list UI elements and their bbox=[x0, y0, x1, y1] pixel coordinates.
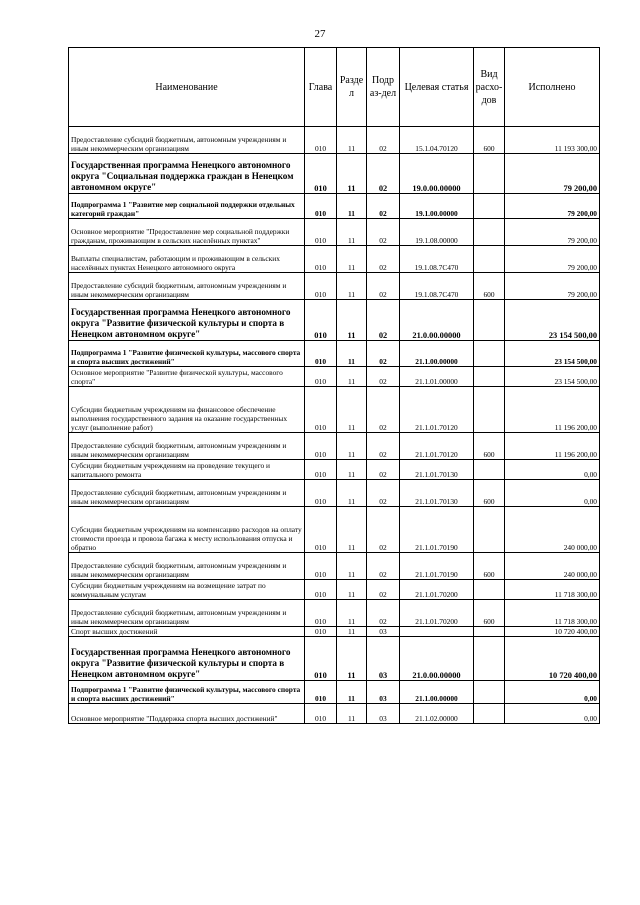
row-done-cell: 79 200,00 bbox=[505, 154, 600, 194]
row-done-cell: 23 154 500,00 bbox=[505, 367, 600, 387]
table-row bbox=[69, 704, 600, 724]
table-row bbox=[69, 300, 600, 341]
row-vid-cell bbox=[474, 246, 505, 273]
row-podrazdel-cell: 02 bbox=[367, 553, 400, 580]
row-name-cell: Подпрограмма 1 "Развитие физической культуры, массового спорта и спорта высших достижений" bbox=[69, 681, 305, 704]
row-name-cell: Подпрограмма 1 "Развитие мер социальной поддержки отдельных категорий граждан" bbox=[69, 194, 305, 219]
row-podrazdel-cell: 02 bbox=[367, 300, 400, 341]
row-name-cell: Выплаты специалистам, работающим и проживающим в сельских населённых пунктах Ненецкого автономного округа bbox=[69, 246, 305, 273]
row-glava-cell: 010 bbox=[305, 387, 337, 433]
row-razdel-cell: 11 bbox=[337, 219, 367, 246]
row-target-cell: 21.1.01.70130 bbox=[400, 460, 474, 480]
row-glava-cell: 010 bbox=[305, 194, 337, 219]
row-done-cell: 240 000,00 bbox=[505, 553, 600, 580]
table-row bbox=[69, 507, 600, 553]
row-vid-cell: 600 bbox=[474, 127, 505, 154]
row-name-cell: Государственная программа Ненецкого автономного округа "Развитие физической культуры и спорта в Ненецком автономном округе" bbox=[69, 637, 305, 681]
header-target: Целевая статья bbox=[400, 48, 474, 127]
row-vid-cell bbox=[474, 627, 505, 637]
row-glava-cell: 010 bbox=[305, 341, 337, 367]
row-podrazdel-cell: 02 bbox=[367, 127, 400, 154]
row-target-cell: 19.1.00.00000 bbox=[400, 194, 474, 219]
table-row bbox=[69, 154, 600, 194]
row-razdel-cell: 11 bbox=[337, 580, 367, 600]
row-razdel-cell: 11 bbox=[337, 433, 367, 460]
row-name-cell: Предоставление субсидий бюджетным, автономным учреждениям и иным некоммерческим организациям bbox=[69, 127, 305, 154]
row-done-cell: 23 154 500,00 bbox=[505, 341, 600, 367]
row-vid-cell bbox=[474, 154, 505, 194]
row-razdel-cell: 11 bbox=[337, 627, 367, 637]
row-target-cell: 21.1.02.00000 bbox=[400, 704, 474, 724]
row-name-cell: Предоставление субсидий бюджетным, автономным учреждениям и иным некоммерческим организациям bbox=[69, 480, 305, 507]
row-done-cell: 79 200,00 bbox=[505, 194, 600, 219]
row-razdel-cell: 11 bbox=[337, 681, 367, 704]
row-vid-cell bbox=[474, 300, 505, 341]
row-target-cell bbox=[400, 627, 474, 637]
row-done-cell: 0,00 bbox=[505, 704, 600, 724]
row-podrazdel-cell: 02 bbox=[367, 273, 400, 300]
row-podrazdel-cell: 02 bbox=[367, 341, 400, 367]
row-vid-cell: 600 bbox=[474, 600, 505, 627]
row-podrazdel-cell: 02 bbox=[367, 507, 400, 553]
row-vid-cell: 600 bbox=[474, 480, 505, 507]
row-razdel-cell: 11 bbox=[337, 387, 367, 433]
row-name-cell: Основное мероприятие "Поддержка спорта высших достижений" bbox=[69, 704, 305, 724]
row-done-cell: 10 720 400,00 bbox=[505, 627, 600, 637]
row-target-cell: 21.1.01.70190 bbox=[400, 553, 474, 580]
row-razdel-cell: 11 bbox=[337, 704, 367, 724]
row-done-cell: 79 200,00 bbox=[505, 219, 600, 246]
row-podrazdel-cell: 02 bbox=[367, 580, 400, 600]
row-glava-cell: 010 bbox=[305, 300, 337, 341]
row-glava-cell: 010 bbox=[305, 154, 337, 194]
row-done-cell: 79 200,00 bbox=[505, 273, 600, 300]
table-row bbox=[69, 127, 600, 154]
row-vid-cell bbox=[474, 637, 505, 681]
row-name-cell: Субсидии бюджетным учреждениям на финансовое обеспечение выполнения государственного задания на оказание государственных услуг (выполнение работ) bbox=[69, 387, 305, 433]
row-glava-cell: 010 bbox=[305, 580, 337, 600]
row-name-cell: Основное мероприятие "Предоставление мер социальной поддержки гражданам, проживающим в сельских населённых пунктах" bbox=[69, 219, 305, 246]
row-podrazdel-cell: 02 bbox=[367, 219, 400, 246]
row-done-cell: 0,00 bbox=[505, 480, 600, 507]
row-razdel-cell: 11 bbox=[337, 367, 367, 387]
row-target-cell: 19.1.08.00000 bbox=[400, 219, 474, 246]
row-podrazdel-cell: 02 bbox=[367, 154, 400, 194]
row-glava-cell: 010 bbox=[305, 600, 337, 627]
row-target-cell: 19.1.08.7С470 bbox=[400, 273, 474, 300]
row-name-cell: Спорт высших достижений bbox=[69, 627, 305, 637]
row-vid-cell bbox=[474, 580, 505, 600]
row-razdel-cell: 11 bbox=[337, 460, 367, 480]
row-done-cell: 11 718 300,00 bbox=[505, 580, 600, 600]
row-done-cell: 23 154 500,00 bbox=[505, 300, 600, 341]
row-razdel-cell: 11 bbox=[337, 194, 367, 219]
row-razdel-cell: 11 bbox=[337, 341, 367, 367]
row-razdel-cell: 11 bbox=[337, 127, 367, 154]
row-target-cell: 21.1.00.00000 bbox=[400, 341, 474, 367]
row-podrazdel-cell: 02 bbox=[367, 480, 400, 507]
table-row bbox=[69, 681, 600, 704]
row-target-cell: 21.1.01.70130 bbox=[400, 480, 474, 507]
row-name-cell: Предоставление субсидий бюджетным, автономным учреждениям и иным некоммерческим организациям bbox=[69, 433, 305, 460]
row-razdel-cell: 11 bbox=[337, 154, 367, 194]
row-name-cell: Государственная программа Ненецкого автономного округа "Развитие физической культуры и спорта в Ненецком автономном округе" bbox=[69, 300, 305, 341]
row-razdel-cell: 11 bbox=[337, 300, 367, 341]
row-done-cell: 10 720 400,00 bbox=[505, 637, 600, 681]
budget-table bbox=[68, 47, 600, 724]
row-target-cell: 21.1.01.00000 bbox=[400, 367, 474, 387]
row-razdel-cell: 11 bbox=[337, 480, 367, 507]
row-target-cell: 15.1.04.70120 bbox=[400, 127, 474, 154]
row-podrazdel-cell: 03 bbox=[367, 681, 400, 704]
table-row bbox=[69, 387, 600, 433]
row-name-cell: Субсидии бюджетным учреждениям на компенсацию расходов на оплату стоимости проезда и провоза багажа к месту использования отпуска и обратно bbox=[69, 507, 305, 553]
row-podrazdel-cell: 02 bbox=[367, 460, 400, 480]
row-done-cell: 240 000,00 bbox=[505, 507, 600, 553]
table-row bbox=[69, 480, 600, 507]
row-glava-cell: 010 bbox=[305, 627, 337, 637]
row-podrazdel-cell: 02 bbox=[367, 387, 400, 433]
row-podrazdel-cell: 03 bbox=[367, 704, 400, 724]
row-razdel-cell: 11 bbox=[337, 600, 367, 627]
table-row bbox=[69, 219, 600, 246]
row-glava-cell: 010 bbox=[305, 219, 337, 246]
row-glava-cell: 010 bbox=[305, 367, 337, 387]
row-razdel-cell: 11 bbox=[337, 273, 367, 300]
row-target-cell: 21.0.00.00000 bbox=[400, 300, 474, 341]
row-target-cell: 21.0.00.00000 bbox=[400, 637, 474, 681]
row-glava-cell: 010 bbox=[305, 681, 337, 704]
row-glava-cell: 010 bbox=[305, 637, 337, 681]
table-row bbox=[69, 553, 600, 580]
row-podrazdel-cell: 02 bbox=[367, 194, 400, 219]
row-target-cell: 21.1.01.70120 bbox=[400, 433, 474, 460]
table-row bbox=[69, 460, 600, 480]
header-done: Исполнено bbox=[505, 48, 600, 127]
row-glava-cell: 010 bbox=[305, 273, 337, 300]
row-vid-cell: 600 bbox=[474, 553, 505, 580]
header-razdel: Разде л bbox=[337, 48, 367, 127]
row-podrazdel-cell: 03 bbox=[367, 627, 400, 637]
row-name-cell: Предоставление субсидий бюджетным, автономным учреждениям и иным некоммерческим организациям bbox=[69, 600, 305, 627]
row-glava-cell: 010 bbox=[305, 433, 337, 460]
row-glava-cell: 010 bbox=[305, 480, 337, 507]
row-podrazdel-cell: 02 bbox=[367, 433, 400, 460]
row-razdel-cell: 11 bbox=[337, 507, 367, 553]
header-vid: Вид расхо- дов bbox=[474, 48, 505, 127]
table-row bbox=[69, 341, 600, 367]
row-done-cell: 79 200,00 bbox=[505, 246, 600, 273]
table-row bbox=[69, 637, 600, 681]
row-done-cell: 11 196 200,00 bbox=[505, 387, 600, 433]
table-row bbox=[69, 246, 600, 273]
header-row bbox=[69, 48, 600, 127]
row-vid-cell bbox=[474, 387, 505, 433]
row-vid-cell bbox=[474, 219, 505, 246]
row-target-cell: 21.1.01.70190 bbox=[400, 507, 474, 553]
header-name: Наименование bbox=[69, 48, 305, 127]
table-body bbox=[69, 127, 600, 724]
row-vid-cell bbox=[474, 704, 505, 724]
row-razdel-cell: 11 bbox=[337, 553, 367, 580]
row-done-cell: 11 193 300,00 bbox=[505, 127, 600, 154]
row-razdel-cell: 11 bbox=[337, 637, 367, 681]
row-name-cell: Субсидии бюджетным учреждениям на проведение текущего и капитального ремонта bbox=[69, 460, 305, 480]
row-vid-cell bbox=[474, 460, 505, 480]
page-number: 27 bbox=[314, 28, 326, 40]
row-podrazdel-cell: 02 bbox=[367, 246, 400, 273]
header-podrazdel: Подр аз-дел bbox=[367, 48, 400, 127]
row-vid-cell bbox=[474, 341, 505, 367]
table-row bbox=[69, 194, 600, 219]
row-podrazdel-cell: 03 bbox=[367, 637, 400, 681]
row-vid-cell: 600 bbox=[474, 273, 505, 300]
table-row bbox=[69, 600, 600, 627]
row-glava-cell: 010 bbox=[305, 507, 337, 553]
row-glava-cell: 010 bbox=[305, 127, 337, 154]
row-name-cell: Предоставление субсидий бюджетным, автономным учреждениям и иным некоммерческим организациям bbox=[69, 553, 305, 580]
row-podrazdel-cell: 02 bbox=[367, 367, 400, 387]
row-target-cell: 21.1.01.70200 bbox=[400, 600, 474, 627]
row-done-cell: 0,00 bbox=[505, 460, 600, 480]
row-glava-cell: 010 bbox=[305, 246, 337, 273]
row-target-cell: 21.1.01.70120 bbox=[400, 387, 474, 433]
table-row bbox=[69, 433, 600, 460]
row-target-cell: 19.1.08.7С470 bbox=[400, 246, 474, 273]
row-glava-cell: 010 bbox=[305, 553, 337, 580]
row-vid-cell bbox=[474, 367, 505, 387]
row-podrazdel-cell: 02 bbox=[367, 600, 400, 627]
row-target-cell: 21.1.00.00000 bbox=[400, 681, 474, 704]
row-vid-cell bbox=[474, 681, 505, 704]
header-glava: Глава bbox=[305, 48, 337, 127]
row-done-cell: 11 718 300,00 bbox=[505, 600, 600, 627]
row-name-cell: Предоставление субсидий бюджетным, автономным учреждениям и иным некоммерческим организациям bbox=[69, 273, 305, 300]
row-glava-cell: 010 bbox=[305, 460, 337, 480]
row-glava-cell: 010 bbox=[305, 704, 337, 724]
table-row bbox=[69, 367, 600, 387]
row-razdel-cell: 11 bbox=[337, 246, 367, 273]
table-row bbox=[69, 580, 600, 600]
row-name-cell: Государственная программа Ненецкого автономного округа "Социальная поддержка граждан в Ненецком автономном округе" bbox=[69, 154, 305, 194]
row-vid-cell: 600 bbox=[474, 433, 505, 460]
row-name-cell: Субсидии бюджетным учреждениям на возмещение затрат по коммунальным услугам bbox=[69, 580, 305, 600]
row-done-cell: 11 196 200,00 bbox=[505, 433, 600, 460]
row-vid-cell bbox=[474, 507, 505, 553]
row-target-cell: 19.0.00.00000 bbox=[400, 154, 474, 194]
table-row bbox=[69, 273, 600, 300]
row-name-cell: Подпрограмма 1 "Развитие физической культуры, массового спорта и спорта высших достижений" bbox=[69, 341, 305, 367]
row-target-cell: 21.1.01.70200 bbox=[400, 580, 474, 600]
table-row bbox=[69, 627, 600, 637]
row-done-cell: 0,00 bbox=[505, 681, 600, 704]
row-name-cell: Основное мероприятие "Развитие физической культуры, массового спорта" bbox=[69, 367, 305, 387]
row-vid-cell bbox=[474, 194, 505, 219]
